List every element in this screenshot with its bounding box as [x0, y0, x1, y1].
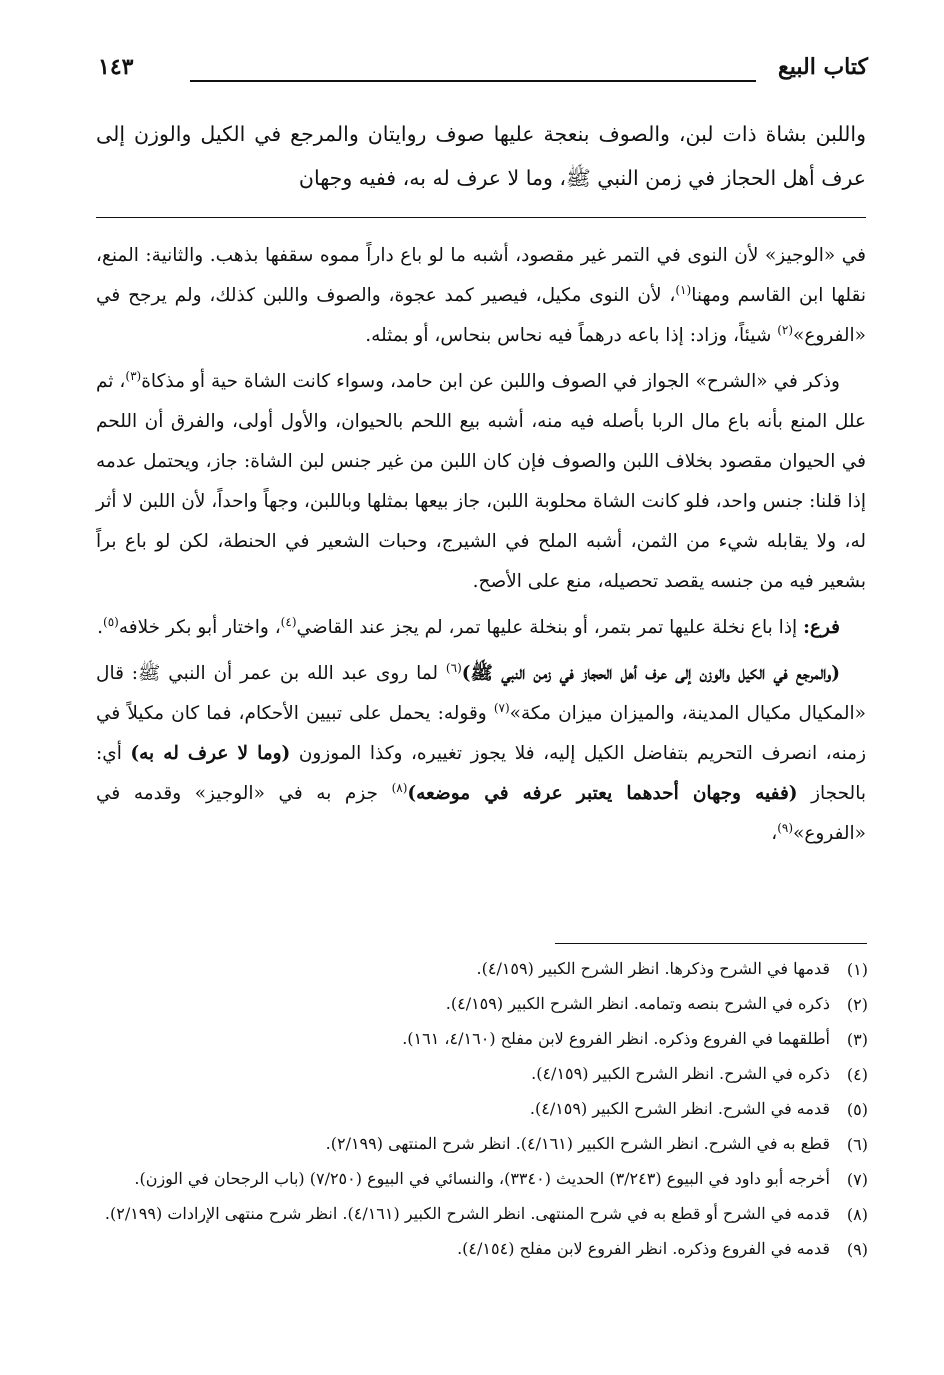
- running-header: [98, 52, 868, 86]
- commentary-text: .: [97, 617, 104, 638]
- commentary-text: إذا باع نخلة عليها تمر بتمر، أو بنخلة عليها تمر، لم يجز عند القاضي: [296, 617, 804, 638]
- commentary-text: لما روى عبد الله بن عمر أن النبي ﷺ: قال «المكيال مكيال المدينة، والميزان ميزان مكة»: [96, 663, 866, 724]
- footnote-text: قدمه في الشرح. انظر الشرح الكبير (٤/١٥٩).: [529, 1099, 830, 1118]
- footnote-text: أطلقهما في الفروع وذكره. انظر الفروع لابن مفلح (٤/١٦٠، ١٦١).: [402, 1029, 830, 1048]
- footnote-text: قدمها في الشرح وذكرها. انظر الشرح الكبير (٤/١٥٩).: [476, 959, 830, 978]
- commentary-text: وذكر في «الشرح» الجواز في الصوف واللبن عن ابن حامد، وسواء كانت الشاة حية أو مذكاة: [141, 371, 840, 392]
- commentary-paragraph-3: [96, 608, 866, 648]
- footnote: [96, 1024, 868, 1056]
- quoted-matn: (ففيه وجهان أحدهما يعتبر عرفه في موضعه): [407, 783, 798, 804]
- footnote-number: (٤): [846, 1065, 868, 1084]
- footnotes: [96, 954, 868, 1266]
- footnote: [96, 1129, 868, 1161]
- footnote-text: أخرجه أبو داود في البيوع (٣/٢٤٣) الحديث (٣٣٤٠)، والنسائي في البيوع (٧/٢٥٠) (باب الرجحان في الوزن).: [134, 1169, 830, 1188]
- footnote-ref[interactable]: (٨): [391, 780, 408, 795]
- footnote-ref[interactable]: (٤): [280, 614, 297, 629]
- footnote-number: (٣): [846, 1030, 868, 1049]
- footnote-ref[interactable]: (٥): [103, 614, 119, 629]
- footnote-ref[interactable]: (٧): [493, 700, 510, 715]
- footnote-ref[interactable]: (١): [675, 282, 692, 297]
- footnote: [96, 1234, 868, 1266]
- footnote: [96, 1164, 868, 1196]
- commentary-text: ،: [771, 823, 778, 844]
- text-divider: [96, 217, 866, 218]
- commentary-text: وقوله: يحمل على تبيين الأحكام، فما كان مكيلاً في زمنه، انصرف التحريم بتفاضل الكيل إليه، فلا يجوز تغييره، وكذا الموزون: [96, 703, 866, 764]
- footnote-ref[interactable]: (٩): [777, 820, 794, 835]
- commentary-text: شيئاً، وزاد: إذا باعه درهماً فيه نحاس بنحاس، أو بمثله.: [365, 325, 778, 346]
- commentary-text: ، لأن النوى مكيل، فيصير كمد عجوة، والصوف واللبن كذلك، ولم يرجح في «الفروع»: [96, 285, 866, 346]
- footnote-number: (٥): [846, 1100, 868, 1119]
- footnote-text: ذكره في الشرح بنصه وتمامه. انظر الشرح الكبير (٤/١٥٩).: [445, 994, 830, 1013]
- commentary-text: ، واختار أبو بكر خلافه: [118, 617, 281, 638]
- footnote-ref[interactable]: (٦): [445, 660, 462, 675]
- footnote: [96, 989, 868, 1021]
- page-number: ١٤٣: [98, 54, 134, 80]
- footnote-number: (٩): [846, 1240, 868, 1259]
- commentary: [96, 236, 866, 854]
- footnote-text: قدمه في الفروع وذكره. انظر الفروع لابن مفلح (٤/١٥٤).: [457, 1239, 830, 1258]
- header-rule: [190, 80, 756, 82]
- footnote: [96, 1059, 868, 1091]
- quoted-matn: (وما لا عرف له به): [130, 743, 291, 764]
- main-text: [96, 112, 866, 200]
- footnote-text: قدمه في الشرح أو قطع به في شرح المنتهى. انظر الشرح الكبير (٤/١٦١). انظر شرح منتهى الإرادات (٢/١٩٩).: [104, 1204, 830, 1223]
- main-paragraph: واللبن بشاة ذات لبن، والصوف بنعجة عليها صوف روايتان والمرجع في الكيل والوزن إلى عرف أهل الحجاز في زمن النبي ﷺ، وما لا عرف له به، ففيه وجهان: [96, 122, 866, 190]
- footnote: [96, 954, 868, 986]
- footnote: [96, 1199, 868, 1231]
- footnote-ref[interactable]: (٢): [777, 322, 794, 337]
- commentary-text: ، ثم علل المنع بأنه باع مال الربا بأصله فيه منه، أشبه بيع اللحم بالحيوان، والأول أولى، والفرق أن اللحم في الحيوان مقصود بخلاف اللبن والصوف فإن كان اللبن من غير جنس لبن الشاة: جاز، ويحتمل عدمه إذا قلنا: جنس واحد، فلو كانت الشاة محلوبة اللبن، جاز بيعها بمثلها وباللبن، وجهاً واحداً، لأن اللبن لا أثر له، ولا يقابله شيء من الثمن، أشبه الملح في الشيرج، وحبات الشعير في الحنطة، لكن لو باع براً بشعير فيه من جنسه يقصد تحصيله، منع على الأصح.: [96, 371, 866, 592]
- footnote-number: (٢): [846, 995, 868, 1014]
- commentary-paragraph-4: [96, 654, 866, 854]
- commentary-paragraph-1: [96, 236, 866, 356]
- footnote-number: (٨): [846, 1205, 868, 1224]
- footnote-number: (٧): [846, 1170, 868, 1189]
- footnote-text: ذكره في الشرح. انظر الشرح الكبير (٤/١٥٩).: [531, 1064, 830, 1083]
- footnote-text: قطع به في الشرح. انظر الشرح الكبير (٤/١٦١). انظر شرح المنتهى (٢/١٩٩).: [325, 1134, 830, 1153]
- footnote-number: (١): [846, 960, 868, 979]
- footnote: [96, 1094, 868, 1126]
- footnote-divider: [555, 943, 867, 944]
- commentary-text: أي: بالحجاز: [96, 743, 866, 804]
- chapter-title: كتاب البيع: [778, 54, 868, 80]
- footnote-ref[interactable]: (٣): [125, 368, 142, 383]
- commentary-text: في «الوجيز» لأن النوى في التمر غير مقصود، أشبه ما لو باع داراً مموه سقفها بذهب. والثانية: المنع، نقلها ابن القاسم ومهنا: [96, 245, 867, 306]
- commentary-paragraph-2: [96, 362, 866, 602]
- commentary-text: جزم به في «الوجيز» وقدمه في «الفروع»: [96, 783, 866, 844]
- footnote-number: (٦): [846, 1135, 868, 1154]
- far-label: فرع:: [803, 617, 840, 638]
- quoted-matn: (والمرجع في الكيل والوزن إلى عرف أهل الحجاز في زمن النبي ﷺ): [461, 663, 840, 684]
